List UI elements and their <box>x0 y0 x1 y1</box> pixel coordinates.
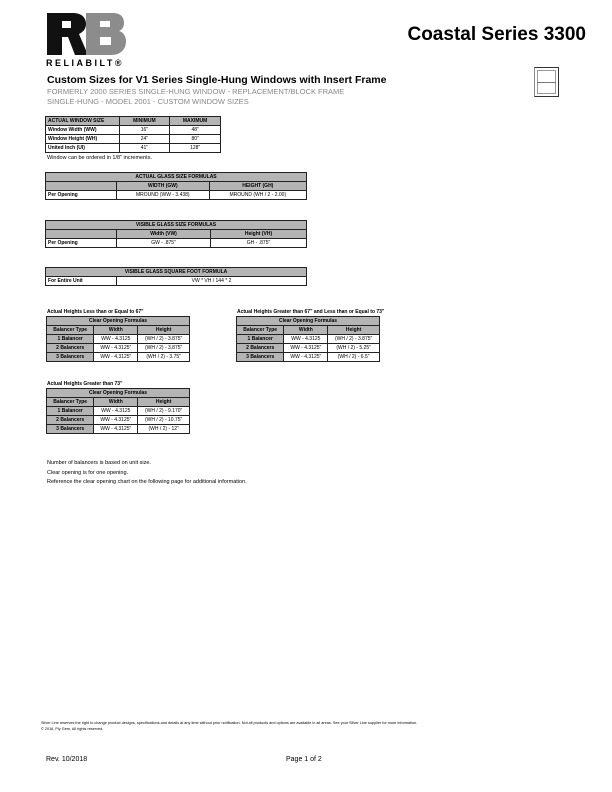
table-row <box>47 425 189 433</box>
glass-sqft-table <box>45 267 307 286</box>
section-subheading: FORMERLY 2000 SERIES SINGLE-HUNG WINDOW - REPLACEMENT/BLOCK FRAME <box>47 87 345 96</box>
table-cell: WW - 4.3125 <box>284 335 327 343</box>
table-cell: 48" <box>170 126 220 134</box>
clear-opening-caption: Actual Heights Less than or Equal to 67" <box>47 309 144 315</box>
table-row <box>46 277 306 285</box>
table-cell: WW - 4.3125" <box>94 416 137 424</box>
table-cell: 2 Balancers <box>47 344 93 352</box>
table-row <box>46 182 306 190</box>
table-cell: 24" <box>120 135 170 143</box>
table-row <box>47 353 189 361</box>
table-cell: VW * VH / 144 * 2 <box>117 277 306 285</box>
table-cell: Width <box>94 398 137 406</box>
section-subheading: SINGLE-HUNG - MODEL 2001 - CUSTOM WINDOW SIZES <box>47 97 249 106</box>
table-cell: 3 Balancers <box>47 425 93 433</box>
table-row <box>46 239 306 247</box>
table-cell: United Inch (UI) <box>46 144 119 152</box>
brand-name: RELIABILT® <box>46 58 124 68</box>
table-cell: (WH / 2) - 10.75" <box>138 416 189 424</box>
table-cell: WW - 4.3125 <box>94 407 137 415</box>
page-title: Coastal Series 3300 <box>407 24 586 45</box>
table-row <box>47 389 189 397</box>
table-row <box>237 353 379 361</box>
table-cell: ACTUAL GLASS SIZE FORMULAS <box>46 173 306 181</box>
table-row <box>46 117 220 125</box>
table-cell: Height <box>328 326 379 334</box>
table-cell: Balancer Type <box>237 326 283 334</box>
table-cell: VISIBLE GLASS SIZE FORMULAS <box>46 221 306 229</box>
table-cell: 2 Balancers <box>237 344 283 352</box>
table-cell: 128" <box>170 144 220 152</box>
table-cell: Per Opening <box>46 191 116 199</box>
visible-glass-table <box>45 220 307 248</box>
note: Reference the clear opening chart on the following page for additional information. <box>47 479 247 485</box>
table-cell: For Entire Unit <box>46 277 116 285</box>
table-cell: MINIMUM <box>120 117 170 125</box>
table-row <box>46 268 306 276</box>
table-cell: (WH / 2) - 9.170" <box>138 407 189 415</box>
section-heading: Custom Sizes for V1 Series Single-Hung Windows with Insert Frame <box>47 74 387 86</box>
table-row <box>46 191 306 199</box>
table-cell: Balancer Type <box>47 398 93 406</box>
table-cell: WIDTH (GW) <box>117 182 209 190</box>
table-cell: ACTUAL WINDOW SIZE <box>46 117 119 125</box>
table-cell: Clear Opening Formulas <box>237 317 379 325</box>
table-row <box>46 173 306 181</box>
window-size-table <box>45 116 221 153</box>
table-cell: GH - .875" <box>211 239 306 247</box>
table-row <box>47 317 189 325</box>
table-cell: Height (VH) <box>211 230 306 238</box>
table-cell: Window Width (WW) <box>46 126 119 134</box>
table-cell: 1 Balancer <box>47 407 93 415</box>
table-cell <box>46 230 116 238</box>
window-icon <box>534 67 559 97</box>
table-row <box>46 221 306 229</box>
table-row <box>46 230 306 238</box>
table-row <box>47 416 189 424</box>
table-cell: WW - 4.3125" <box>284 353 327 361</box>
clear-opening-table <box>236 316 380 362</box>
table-row <box>237 335 379 343</box>
table-row <box>47 398 189 406</box>
clear-opening-table <box>46 388 190 434</box>
revision: Rev. 10/2018 <box>46 756 88 763</box>
table-cell: 16" <box>120 126 170 134</box>
increment-note: Window can be ordered in 1/8" increments. <box>47 155 152 161</box>
table-cell: (WH / 2) - 3.875" <box>138 344 189 352</box>
table-cell: GW - .875" <box>117 239 210 247</box>
table-row <box>46 135 220 143</box>
table-row <box>46 144 220 152</box>
table-cell: Height <box>138 398 189 406</box>
note: Clear opening is for one opening. <box>47 469 129 476</box>
table-row <box>237 317 379 325</box>
page-number: Page 1 of 2 <box>286 756 322 763</box>
table-cell: MAXIMUM <box>170 117 220 125</box>
glass-size-table <box>45 172 307 200</box>
table-cell: Window Height (WH) <box>46 135 119 143</box>
table-cell: 80" <box>170 135 220 143</box>
table-cell: (WH / 2) - 3.875" <box>138 335 189 343</box>
table-cell: Width (VW) <box>117 230 210 238</box>
table-cell: WW - 4.3125" <box>94 344 137 352</box>
table-cell: Clear Opening Formulas <box>47 317 189 325</box>
table-cell: 1 Balancer <box>47 335 93 343</box>
notes <box>47 459 247 488</box>
table-row <box>46 126 220 134</box>
table-cell: HEIGHT (GH) <box>210 182 306 190</box>
disclaimer: Silver Line reserves the right to change product designs, specifications and details at any time without prior notification. Not all products and options are available in all areas. See your Silver Line supplier for more information. <box>41 721 418 725</box>
table-cell: WW - 4.3125" <box>94 425 137 433</box>
table-cell: WW - 4.3125 <box>94 335 137 343</box>
table-cell: 3 Balancers <box>237 353 283 361</box>
table-row <box>237 326 379 334</box>
table-cell: WW - 4.3125" <box>284 344 327 352</box>
table-cell: MROUND (WW - 3.438) <box>117 191 209 199</box>
table-row <box>237 344 379 352</box>
table-row <box>47 335 189 343</box>
table-cell: MROUND (WH / 2 - 2.00) <box>210 191 306 199</box>
table-cell: Height <box>138 326 189 334</box>
table-cell: Width <box>284 326 327 334</box>
clear-opening-table <box>46 316 190 362</box>
note: Number of balancers is based on unit size. <box>47 460 151 466</box>
rb-logo-icon <box>46 13 126 55</box>
table-cell: (WH / 2) - 6.5" <box>328 353 379 361</box>
table-cell: 3 Balancers <box>47 353 93 361</box>
table-cell: WW - 4.3125" <box>94 353 137 361</box>
copyright: © 2016, Ply Gem. All rights reserved. <box>41 727 104 731</box>
clear-opening-caption: Actual Heights Greater than 73" <box>47 381 123 387</box>
reliabilt-logo <box>46 13 126 55</box>
table-cell: 2 Balancers <box>47 416 93 424</box>
table-cell: Clear Opening Formulas <box>47 389 189 397</box>
table-cell: (WH / 2) - 3.875" <box>328 335 379 343</box>
table-cell <box>46 182 116 190</box>
table-cell: Balancer Type <box>47 326 93 334</box>
table-cell: (WH / 2) - 3.75" <box>138 353 189 361</box>
table-cell: Per Opening <box>46 239 116 247</box>
table-cell: Width <box>94 326 137 334</box>
clear-opening-caption: Actual Heights Greater than 67" and Less than or Equal to 73" <box>237 309 385 315</box>
table-row <box>47 407 189 415</box>
table-cell: (WH / 2) - 5.25" <box>328 344 379 352</box>
table-cell: (WH / 2) - 12" <box>138 425 189 433</box>
table-cell: 41" <box>120 144 170 152</box>
table-row <box>47 344 189 352</box>
table-cell: 1 Balancer <box>237 335 283 343</box>
table-row <box>47 326 189 334</box>
table-cell: VISIBLE GLASS SQUARE FOOT FORMULA <box>46 268 306 276</box>
